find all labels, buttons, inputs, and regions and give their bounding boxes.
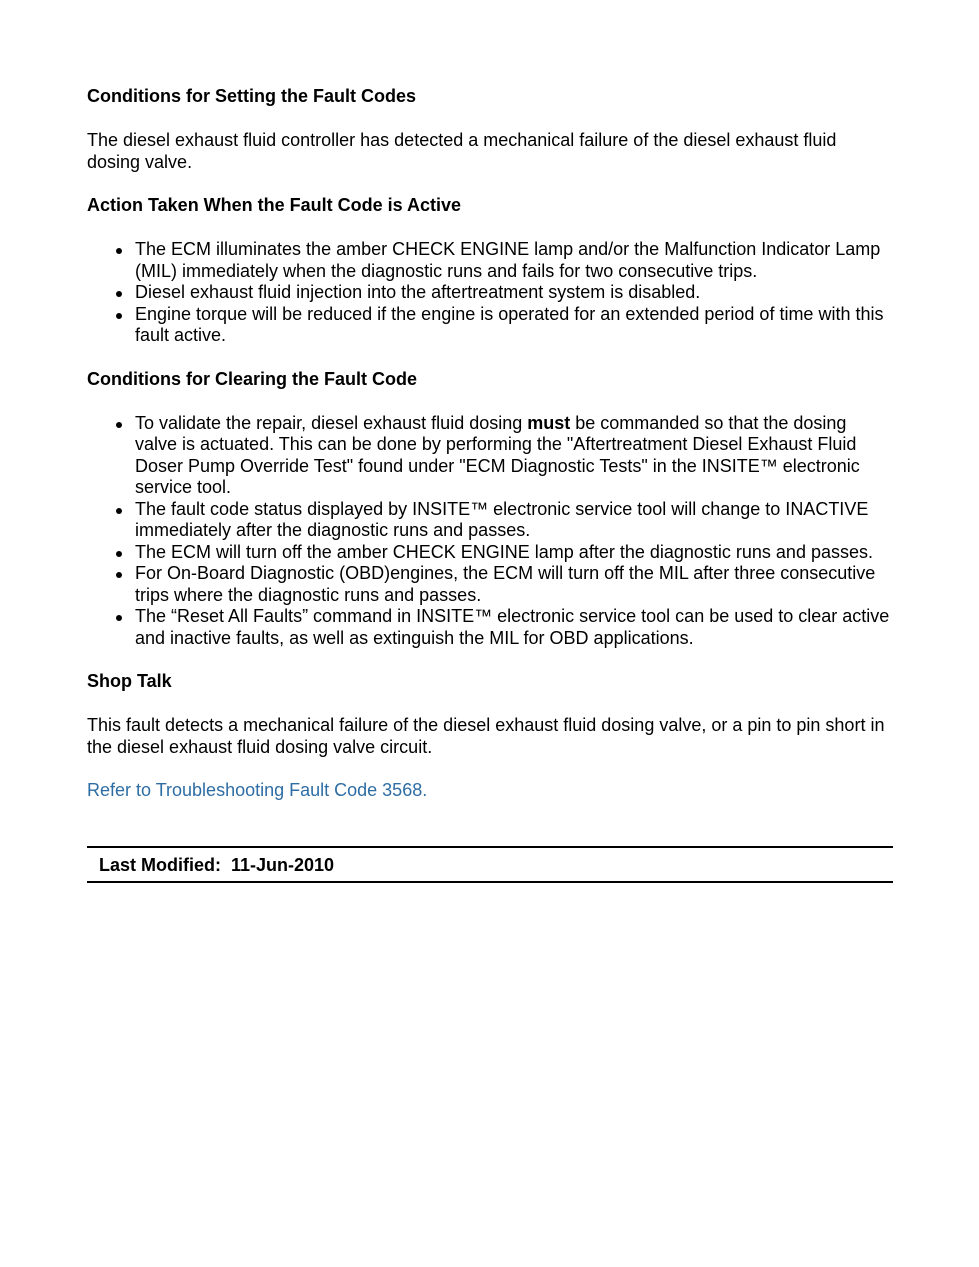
- document-content: [87, 86, 893, 802]
- last-modified-text: Last Modified: 11-Jun-2010: [99, 855, 335, 875]
- list-item: [87, 563, 893, 606]
- list-item: [87, 304, 893, 347]
- action-taken-heading: Action Taken When the Fault Code is Active: [87, 195, 462, 215]
- list-item-text: Diesel exhaust fluid injection into the aftertreatment system is disabled.: [135, 282, 701, 302]
- conditions-setting-heading: Conditions for Setting the Fault Codes: [87, 86, 416, 106]
- bullet-icon: [116, 572, 122, 578]
- list-item: [87, 413, 893, 499]
- list-item-text: For On-Board Diagnostic (OBD)engines, the ECM will turn off the MIL after three consecutive trips where the diagnostic runs and passes.: [135, 563, 876, 605]
- list-item: [87, 239, 893, 282]
- troubleshooting-link[interactable]: Refer to Troubleshooting Fault Code 3568.: [87, 780, 428, 800]
- bullet-icon: [116, 291, 122, 297]
- list-item-text: To validate the repair, diesel exhaust fluid dosing: [135, 412, 528, 433]
- list-item-text: The ECM illuminates the amber CHECK ENGINE lamp and/or the Malfunction Indicator Lamp (MIL) immediately when the diagnostic runs and fails for two consecutive trips.: [135, 239, 881, 281]
- list-item-text: The ECM will turn off the amber CHECK ENGINE lamp after the diagnostic runs and passes.: [135, 541, 873, 562]
- action-taken-list: [87, 239, 893, 347]
- shop-talk-heading: Shop Talk: [87, 671, 172, 691]
- conditions-setting-text: The diesel exhaust fluid controller has detected a mechanical failure of the diesel exhaust fluid dosing valve.: [87, 130, 837, 172]
- shop-talk-text: This fault detects a mechanical failure of the diesel exhaust fluid dosing valve, or a pin to pin short in the diesel exhaust fluid dosing valve circuit.: [87, 715, 885, 757]
- list-item-text: The “Reset All Faults” command in INSITE™ electronic service tool can be used to clear active and inactive faults, as well as extinguish the MIL for OBD applications.: [135, 606, 890, 648]
- bullet-icon: [116, 248, 122, 254]
- list-item: [87, 499, 893, 542]
- list-item-text: Engine torque will be reduced if the engine is operated for an extended period of time with this fault active.: [135, 303, 884, 345]
- conditions-clearing-list: [87, 413, 893, 650]
- list-item: [87, 282, 893, 304]
- emphasis-text: must: [527, 412, 571, 433]
- list-item: [87, 606, 893, 649]
- conditions-clearing-heading: Conditions for Clearing the Fault Code: [87, 368, 417, 389]
- bullet-icon: [116, 422, 122, 428]
- bullet-icon: [116, 551, 122, 557]
- bullet-icon: [116, 508, 122, 514]
- list-item: [87, 542, 893, 564]
- list-item-text: The fault code status displayed by INSITE™ electronic service tool will change to INACTIVE immediately after the diagnostic runs and passes.: [135, 498, 869, 540]
- bullet-icon: [116, 615, 122, 621]
- bullet-icon: [116, 313, 122, 319]
- list-item-text: be commanded so that the dosing valve is actuated. This can be done by performing the "Aftertreatment Diesel Exhaust Fluid Doser Pump Override Test" found under "ECM Diagnostic Tests" in the INSITE™ electronic service tool.: [135, 412, 860, 497]
- last-modified-bar: [87, 846, 893, 883]
